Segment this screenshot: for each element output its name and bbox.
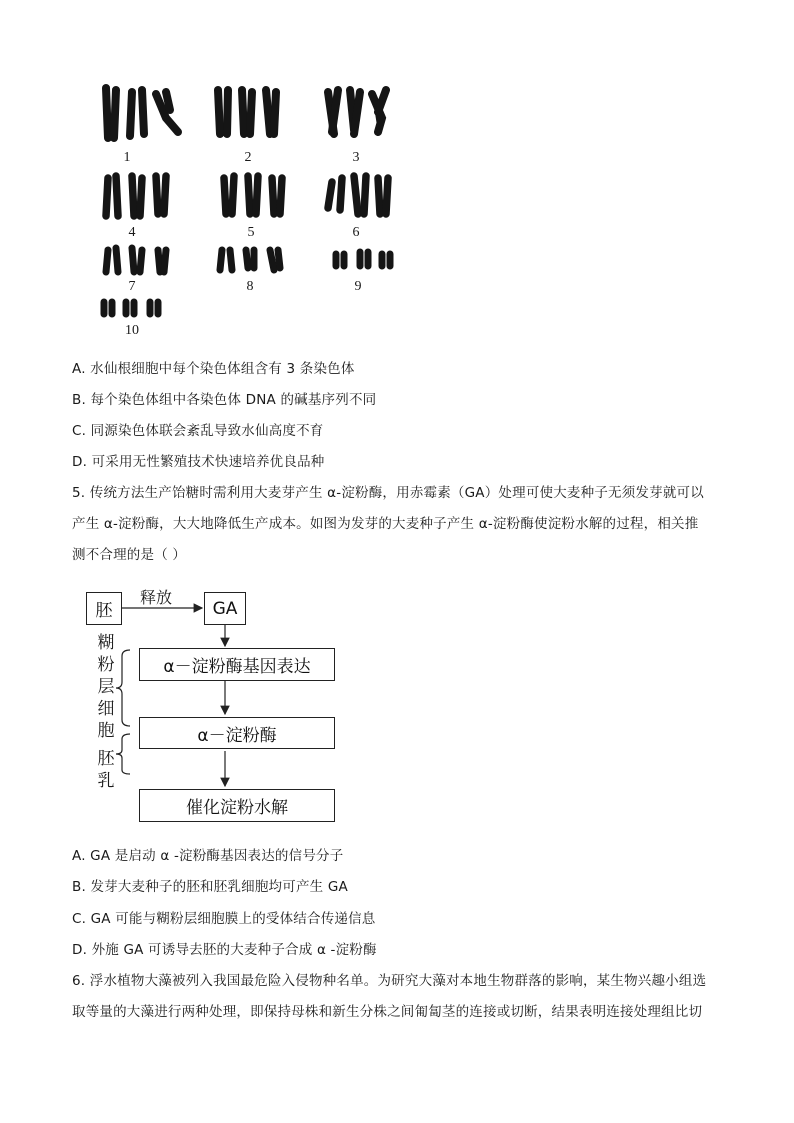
karyo-label-3: 3 — [352, 150, 360, 165]
q5-option-a: A. GA 是启动 α -淀粉酶基因表达的信号分子 — [72, 848, 344, 864]
q5-stem-line-1: 5. 传统方法生产饴糖时需利用大麦芽产生 α-淀粉酶，用赤霉素（GA）处理可使大麦种子无须发芽就可以 — [72, 485, 704, 501]
chromosome-group-1 — [106, 88, 178, 138]
q4-option-d: D. 可采用无性繁殖技术快速培养优良品种 — [72, 454, 325, 470]
karyo-label-9: 9 — [354, 279, 362, 294]
karyo-label-6: 6 — [352, 225, 360, 240]
q5-option-c: C. GA 可能与糊粉层细胞膜上的受体结合传递信息 — [72, 911, 376, 927]
chromosome-group-2 — [218, 90, 276, 134]
karyo-label-8: 8 — [246, 279, 254, 294]
q5-option-d: D. 外施 GA 可诱导去胚的大麦种子合成 α -淀粉酶 — [72, 942, 377, 958]
karyo-label-2: 2 — [244, 150, 252, 165]
embryo-box: 胚 — [86, 592, 122, 625]
chromosome-group-7 — [106, 248, 166, 272]
q5-stem-line-2: 产生 α-淀粉酶，大大地降低生产成本。如图为发芽的大麦种子产生 α-淀粉酶使淀粉水解的过程，相关推 — [72, 516, 699, 532]
karyo-label-5: 5 — [247, 225, 255, 240]
karyo-label-4: 4 — [128, 225, 136, 240]
q5-stem-line-3: 测不合理的是（ ） — [72, 547, 187, 563]
chromosome-group-10 — [104, 302, 158, 314]
q4-option-b: B. 每个染色体组中各染色体 DNA 的碱基序列不同 — [72, 392, 377, 408]
q6-stem-line-2: 取等量的大藻进行两种处理，即保持母株和新生分株之间匍匐茎的连接或切断，结果表明连接处理组比切 — [72, 1004, 703, 1020]
ga-box: GA — [204, 592, 246, 625]
karyo-label-1: 1 — [123, 150, 131, 165]
enzyme-box: α－淀粉酶 — [139, 717, 335, 749]
karyo-label-7: 7 — [128, 279, 136, 294]
q5-option-b: B. 发芽大麦种子的胚和胚乳细胞均可产生 GA — [72, 879, 348, 895]
q4-option-c: C. 同源染色体联会紊乱导致水仙高度不育 — [72, 423, 324, 439]
karyo-label-10: 10 — [125, 323, 139, 338]
chromosome-group-6 — [328, 176, 388, 214]
release-label: 释放 — [140, 588, 173, 607]
hydrolysis-box: 催化淀粉水解 — [139, 789, 335, 822]
chromosome-group-3 — [328, 90, 386, 134]
chromosome-group-5 — [224, 176, 282, 214]
endosperm-label: 胚 乳 — [97, 749, 115, 791]
gene-expression-box: α－淀粉酶基因表达 — [139, 648, 335, 681]
q6-stem-line-1: 6. 浮水植物大藻被列入我国最危险入侵物种名单。为研究大藻对本地生物群落的影响，某生物兴趣小组选 — [72, 973, 707, 989]
q4-option-a: A. 水仙根细胞中每个染色体组含有 3 条染色体 — [72, 361, 355, 377]
chromosome-group-8 — [220, 250, 280, 270]
karyotype-figure — [88, 78, 408, 343]
chromosome-group-4 — [106, 176, 166, 216]
chromosome-group-9 — [336, 252, 390, 266]
aleurone-label: 糊 粉 层 细 胞 — [97, 633, 115, 741]
ga-flow-diagram — [84, 584, 344, 829]
